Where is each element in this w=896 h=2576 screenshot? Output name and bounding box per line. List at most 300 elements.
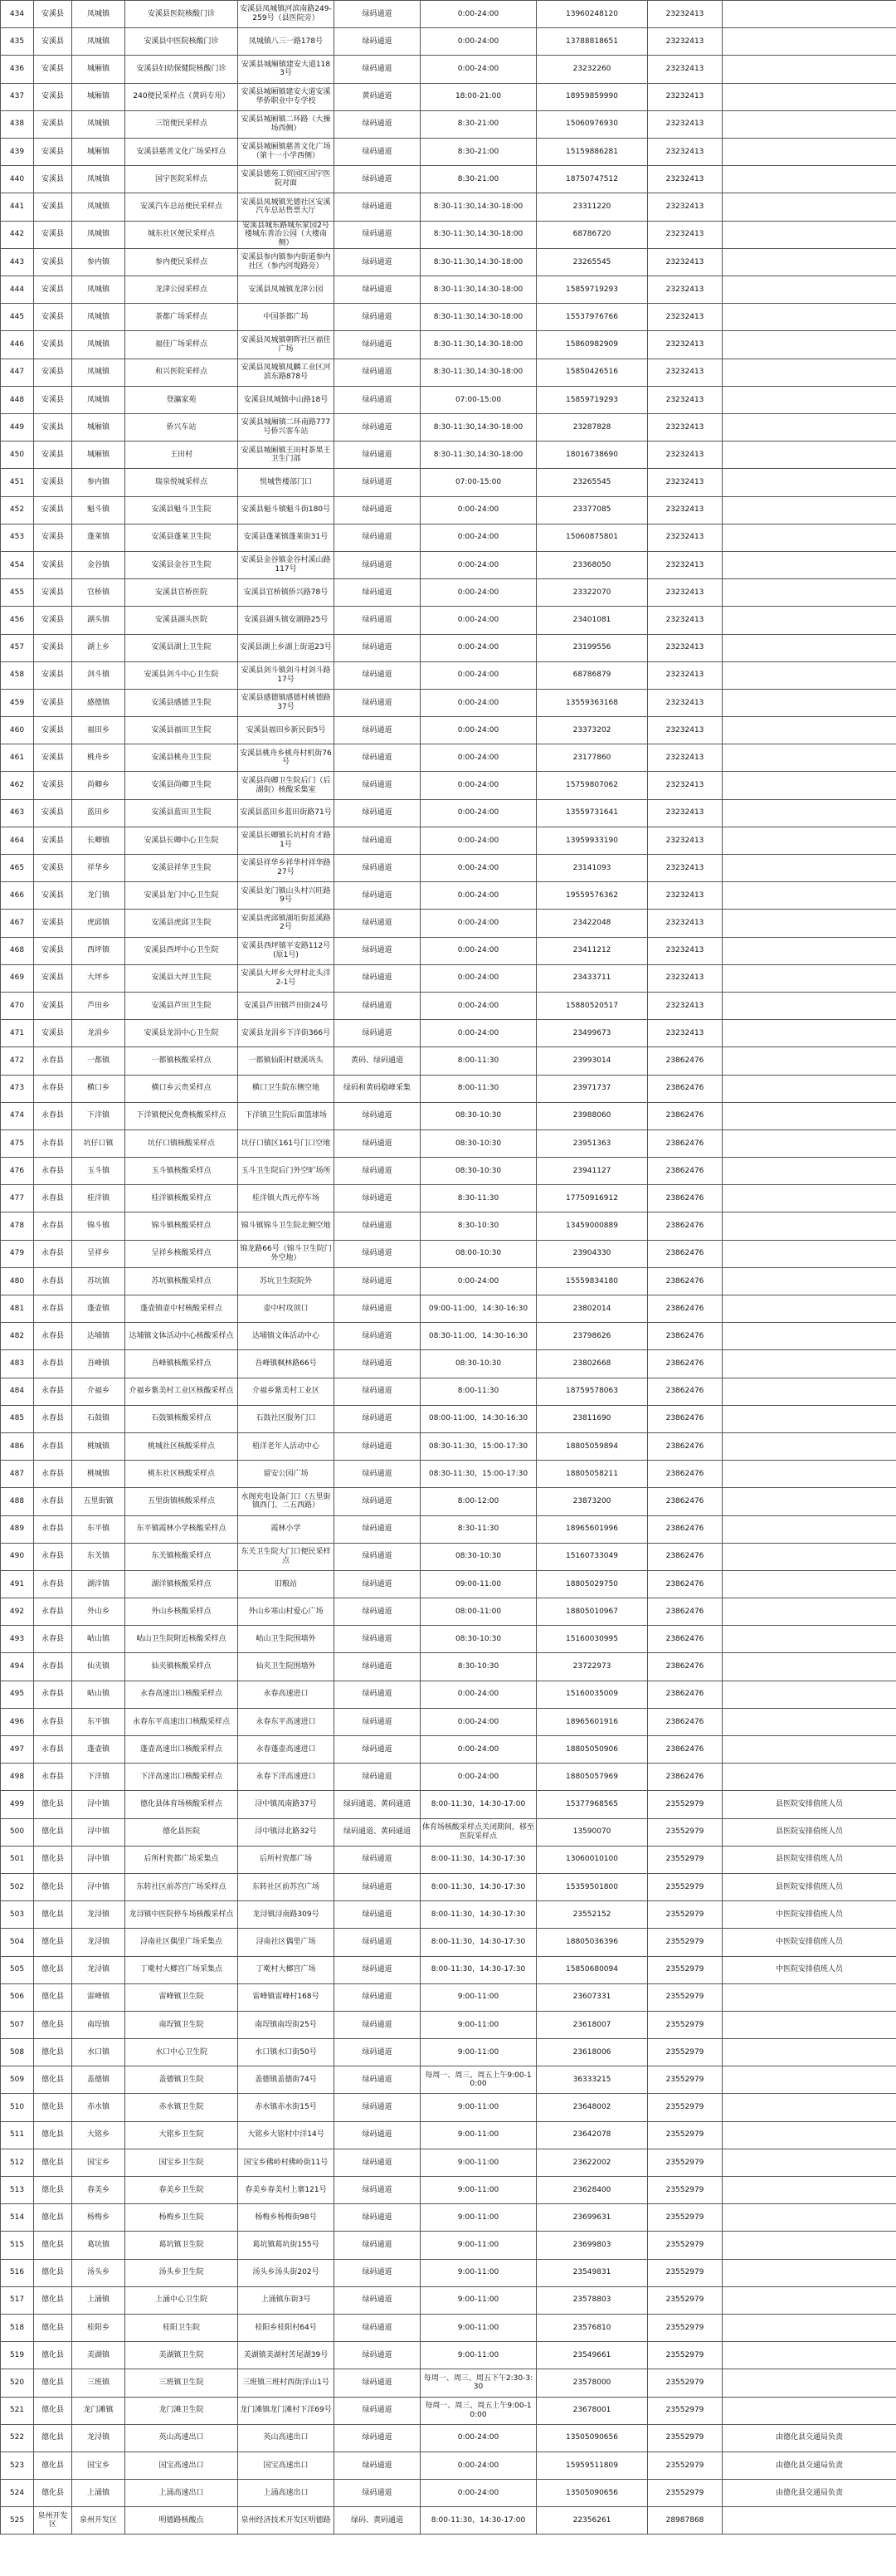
phone-cell: 18016738690 bbox=[537, 442, 648, 469]
town-cell: 杨梅乡 bbox=[72, 2204, 125, 2232]
hotline-cell: 23232413 bbox=[648, 193, 723, 221]
hotline-cell: 23232413 bbox=[648, 1020, 723, 1047]
hotline-cell: 23862476 bbox=[648, 1461, 723, 1488]
county-cell: 德化县 bbox=[34, 1983, 72, 2011]
channel-cell: 绿码通道 bbox=[334, 2397, 421, 2424]
site-name-cell: 下洋镇便民免费核酸采样点 bbox=[125, 1102, 238, 1129]
site-name-cell: 国宇医院采样点 bbox=[125, 166, 238, 193]
county-cell: 安溪县 bbox=[34, 221, 72, 248]
address-cell: 雷峰镇雷峰村168号 bbox=[238, 1983, 334, 2011]
phone-cell: 23628400 bbox=[537, 2177, 648, 2204]
table-row bbox=[1, 2232, 896, 2259]
channel-cell: 绿码通道、黄码通道 bbox=[334, 1791, 421, 1818]
table-row bbox=[1, 2452, 896, 2479]
site-name-cell: 福佳广场采样点 bbox=[125, 331, 238, 359]
address-cell: 安溪县西坪镇平安路112号(原1号) bbox=[238, 937, 334, 964]
channel-cell: 绿码通道 bbox=[334, 2121, 421, 2149]
county-cell: 安溪县 bbox=[34, 855, 72, 882]
table-row bbox=[1, 414, 896, 442]
phone-cell: 15537976766 bbox=[537, 304, 648, 331]
site-name-cell: 永春高速出口核酸采样点 bbox=[125, 1681, 238, 1708]
remark-cell: 县医院安排值班人员 bbox=[723, 1791, 896, 1818]
hotline-cell: 23862476 bbox=[648, 1212, 723, 1240]
hotline-cell: 23862476 bbox=[648, 1764, 723, 1791]
table-row bbox=[1, 799, 896, 827]
site-name-cell: 桃东社区核酸采样点 bbox=[125, 1461, 238, 1488]
channel-cell: 绿码通道 bbox=[334, 1929, 421, 1956]
channel-cell: 绿码通道 bbox=[334, 799, 421, 827]
hours-cell: 9:00-11:00 bbox=[421, 2177, 537, 2204]
town-cell: 湖头镇 bbox=[72, 607, 125, 634]
hours-cell: 8:00-11:30 bbox=[421, 1075, 537, 1102]
hotline-cell: 23232413 bbox=[648, 359, 723, 386]
hours-cell: 0:00-24:00 bbox=[421, 799, 537, 827]
row-number: 499 bbox=[1, 1791, 34, 1818]
remark-cell bbox=[723, 1488, 896, 1515]
phone-cell: 23373202 bbox=[537, 717, 648, 744]
hours-cell: 0:00-24:00 bbox=[421, 607, 537, 634]
channel-cell: 绿码通道 bbox=[334, 937, 421, 964]
county-cell: 德化县 bbox=[34, 1929, 72, 1956]
channel-cell: 绿码通道 bbox=[334, 717, 421, 744]
channel-cell: 绿码通道 bbox=[334, 1378, 421, 1405]
site-name-cell: 安溪县龙门中心卫生院 bbox=[125, 882, 238, 910]
table-row bbox=[1, 1901, 896, 1929]
remark-cell bbox=[723, 276, 896, 304]
hotline-cell: 23232413 bbox=[648, 496, 723, 524]
site-name-cell: 德化县医院 bbox=[125, 1818, 238, 1846]
hours-cell: 0:00-24:00 bbox=[421, 496, 537, 524]
site-name-cell: 上涌中心卫生院 bbox=[125, 2286, 238, 2314]
county-cell: 安溪县 bbox=[34, 717, 72, 744]
hours-cell: 9:00-11:00 bbox=[421, 2204, 537, 2232]
channel-cell: 黄码、绿码通道 bbox=[334, 1047, 421, 1075]
row-number: 449 bbox=[1, 414, 34, 442]
site-name-cell: 安溪县湖上卫生院 bbox=[125, 634, 238, 661]
address-cell: 永春蓬壶高速进口 bbox=[238, 1736, 334, 1764]
table-row bbox=[1, 386, 896, 413]
hours-cell: 每周一、周三、周五下午2:30-3:30 bbox=[421, 2369, 537, 2397]
hotline-cell: 23232413 bbox=[648, 717, 723, 744]
town-cell: 水口镇 bbox=[72, 2039, 125, 2066]
row-number: 477 bbox=[1, 1185, 34, 1212]
county-cell: 永春县 bbox=[34, 1267, 72, 1295]
address-cell: 杨梅乡杨梅街98号 bbox=[238, 2204, 334, 2232]
site-name-cell: 后所村瓷都广场采集点 bbox=[125, 1846, 238, 1873]
channel-cell: 绿码通道 bbox=[334, 1295, 421, 1323]
site-name-cell: 坑仔口镇核酸采样点 bbox=[125, 1129, 238, 1157]
row-number: 514 bbox=[1, 2204, 34, 2232]
town-cell: 五里街镇 bbox=[72, 1488, 125, 1515]
hotline-cell: 23862476 bbox=[648, 1488, 723, 1515]
phone-cell: 23411212 bbox=[537, 937, 648, 964]
address-cell: 安溪县芦田镇芦田街24号 bbox=[238, 992, 334, 1019]
channel-cell: 绿码通道 bbox=[334, 1267, 421, 1295]
remark-cell bbox=[723, 359, 896, 386]
phone-cell: 23578000 bbox=[537, 2369, 648, 2397]
table-row bbox=[1, 882, 896, 910]
channel-cell: 绿码通道 bbox=[334, 1488, 421, 1515]
table-row bbox=[1, 28, 896, 56]
phone-cell: 18805050906 bbox=[537, 1736, 648, 1764]
channel-cell: 绿码通道 bbox=[334, 827, 421, 854]
row-number: 463 bbox=[1, 799, 34, 827]
row-number: 465 bbox=[1, 855, 34, 882]
channel-cell: 绿码通道 bbox=[334, 2204, 421, 2232]
site-name-cell: 桃城社区核酸采样点 bbox=[125, 1432, 238, 1460]
phone-cell: 23401081 bbox=[537, 607, 648, 634]
site-name-cell: 东关镇核酸采样点 bbox=[125, 1543, 238, 1570]
channel-cell: 绿码通道 bbox=[334, 607, 421, 634]
town-cell: 泉州开发区 bbox=[72, 2507, 125, 2535]
row-number: 520 bbox=[1, 2369, 34, 2397]
channel-cell: 绿码通道 bbox=[334, 248, 421, 276]
hotline-cell: 23232413 bbox=[648, 772, 723, 799]
remark-cell bbox=[723, 661, 896, 689]
hotline-cell: 23862476 bbox=[648, 1047, 723, 1075]
address-cell: 安溪县城厢镇建安大道1183号 bbox=[238, 56, 334, 83]
county-cell: 安溪县 bbox=[34, 359, 72, 386]
site-name-cell: 安溪县魁斗卫生院 bbox=[125, 496, 238, 524]
row-number: 462 bbox=[1, 772, 34, 799]
channel-cell: 绿码通道 bbox=[334, 2314, 421, 2341]
town-cell: 吾峰镇 bbox=[72, 1350, 125, 1378]
row-number: 484 bbox=[1, 1378, 34, 1405]
phone-cell: 23642078 bbox=[537, 2121, 648, 2149]
hours-cell: 0:00-24:00 bbox=[421, 772, 537, 799]
remark-cell bbox=[723, 2507, 896, 2535]
county-cell: 安溪县 bbox=[34, 964, 72, 992]
hours-cell: 8:00-11:30 bbox=[421, 1378, 537, 1405]
address-cell: 玉斗卫生院后门外空旷场所 bbox=[238, 1158, 334, 1185]
table-row bbox=[1, 166, 896, 193]
phone-cell: 23607331 bbox=[537, 1983, 648, 2011]
remark-cell bbox=[723, 1212, 896, 1240]
channel-cell: 绿码通道 bbox=[334, 524, 421, 551]
remark-cell bbox=[723, 1653, 896, 1681]
town-cell: 官桥镇 bbox=[72, 579, 125, 607]
hours-cell: 8:30-10:30 bbox=[421, 1212, 537, 1240]
table-row bbox=[1, 2066, 896, 2094]
remark-cell bbox=[723, 2397, 896, 2424]
row-number: 451 bbox=[1, 469, 34, 496]
hotline-cell: 23232413 bbox=[648, 799, 723, 827]
hotline-cell: 23552979 bbox=[648, 2149, 723, 2176]
address-cell: 安溪县金谷镇金谷村溪山路117号 bbox=[238, 551, 334, 578]
town-cell: 龙浔镇 bbox=[72, 1956, 125, 1983]
address-cell: 悦城售楼部门口 bbox=[238, 469, 334, 496]
site-name-cell: 龙门滩卫生院 bbox=[125, 2397, 238, 2424]
row-number: 448 bbox=[1, 386, 34, 413]
channel-cell: 绿码通道 bbox=[334, 634, 421, 661]
phone-cell: 15377968565 bbox=[537, 1791, 648, 1818]
town-cell: 龙浔镇 bbox=[72, 1901, 125, 1929]
county-cell: 永春县 bbox=[34, 1212, 72, 1240]
remark-cell bbox=[723, 56, 896, 83]
phone-cell: 23951363 bbox=[537, 1129, 648, 1157]
phone-cell: 15880520517 bbox=[537, 992, 648, 1019]
hotline-cell: 23552979 bbox=[648, 1791, 723, 1818]
site-name-cell: 龙津公园采样点 bbox=[125, 276, 238, 304]
row-number: 498 bbox=[1, 1764, 34, 1791]
town-cell: 仙夹镇 bbox=[72, 1653, 125, 1681]
address-cell: 安溪县湖头镇安湖路25号 bbox=[238, 607, 334, 634]
table-row bbox=[1, 83, 896, 110]
address-cell: 安溪县虎邱镇湖坵街蓝溪路2号 bbox=[238, 910, 334, 937]
phone-cell: 23802014 bbox=[537, 1295, 648, 1323]
town-cell: 尚卿乡 bbox=[72, 772, 125, 799]
phone-cell: 23618006 bbox=[537, 2039, 648, 2066]
town-cell: 凤城镇 bbox=[72, 386, 125, 413]
table-row bbox=[1, 992, 896, 1019]
channel-cell: 绿码通道 bbox=[334, 2039, 421, 2066]
table-row bbox=[1, 772, 896, 799]
town-cell: 凤城镇 bbox=[72, 193, 125, 221]
row-number: 483 bbox=[1, 1350, 34, 1378]
remark-cell bbox=[723, 579, 896, 607]
channel-cell: 绿码通道 bbox=[334, 1020, 421, 1047]
table-row bbox=[1, 2369, 896, 2397]
row-number: 510 bbox=[1, 2094, 34, 2121]
hotline-cell: 23862476 bbox=[648, 1515, 723, 1543]
channel-cell: 绿码通道 bbox=[334, 2011, 421, 2038]
site-name-cell: 春美乡卫生院 bbox=[125, 2177, 238, 2204]
town-cell: 大铭乡 bbox=[72, 2121, 125, 2149]
address-cell: 安溪县城东路城东家园2号楼城东善治公园（大楼南侧） bbox=[238, 221, 334, 248]
row-number: 434 bbox=[1, 1, 34, 28]
county-cell: 德化县 bbox=[34, 2177, 72, 2204]
phone-cell: 23576810 bbox=[537, 2314, 648, 2341]
site-name-cell: 横口乡云贵采样点 bbox=[125, 1075, 238, 1102]
hotline-cell: 23862476 bbox=[648, 1432, 723, 1460]
table-row bbox=[1, 2177, 896, 2204]
county-cell: 德化县 bbox=[34, 2204, 72, 2232]
table-row bbox=[1, 607, 896, 634]
site-name-cell: 浔南社区偶里广场采集点 bbox=[125, 1929, 238, 1956]
hours-cell: 08:30-10:30 bbox=[421, 1129, 537, 1157]
town-cell: 桂洋镇 bbox=[72, 1185, 125, 1212]
county-cell: 德化县 bbox=[34, 2452, 72, 2479]
table-row bbox=[1, 964, 896, 992]
hours-cell: 9:00-11:00 bbox=[421, 2039, 537, 2066]
hotline-cell: 23862476 bbox=[648, 1736, 723, 1764]
channel-cell: 绿码通道 bbox=[334, 2232, 421, 2259]
channel-cell: 绿码、黄码通道 bbox=[334, 2507, 421, 2535]
site-name-cell: 安溪县妇幼保健院核酸门诊 bbox=[125, 56, 238, 83]
row-number: 513 bbox=[1, 2177, 34, 2204]
channel-cell: 绿码通道 bbox=[334, 1764, 421, 1791]
phone-cell: 23265545 bbox=[537, 469, 648, 496]
town-cell: 达埔镇 bbox=[72, 1323, 125, 1350]
row-number: 525 bbox=[1, 2507, 34, 2535]
site-name-cell: 蓬壶高速出口核酸采样点 bbox=[125, 1736, 238, 1764]
remark-cell bbox=[723, 1075, 896, 1102]
address-cell: 赤水镇赤水街15号 bbox=[238, 2094, 334, 2121]
address-cell: 国宝高速出口 bbox=[238, 2452, 334, 2479]
town-cell: 苏坑镇 bbox=[72, 1267, 125, 1295]
row-number: 497 bbox=[1, 1736, 34, 1764]
address-cell: 永春下洋高速进口 bbox=[238, 1764, 334, 1791]
hours-cell: 8:30-11:30,14:30-18:00 bbox=[421, 193, 537, 221]
phone-cell: 23678001 bbox=[537, 2397, 648, 2424]
hours-cell: 8:30-11:30,14:30-18:00 bbox=[421, 248, 537, 276]
address-cell: 春美乡春美村上寨121号 bbox=[238, 2177, 334, 2204]
table-row bbox=[1, 1, 896, 28]
site-name-cell: 永春东平高速出口核酸采样点 bbox=[125, 1708, 238, 1735]
county-cell: 永春县 bbox=[34, 1185, 72, 1212]
town-cell: 桃舟乡 bbox=[72, 744, 125, 772]
town-cell: 盖德镇 bbox=[72, 2066, 125, 2094]
site-name-cell: 安溪汽车总站便民采样点 bbox=[125, 193, 238, 221]
channel-cell: 绿码通道 bbox=[334, 1212, 421, 1240]
row-number: 521 bbox=[1, 2397, 34, 2424]
hours-cell: 0:00-24:00 bbox=[421, 2452, 537, 2479]
remark-cell bbox=[723, 1681, 896, 1708]
town-cell: 凤城镇 bbox=[72, 276, 125, 304]
town-cell: 剑斗镇 bbox=[72, 661, 125, 689]
remark-cell bbox=[723, 469, 896, 496]
hours-cell: 09:00-11:00，14:30-16:30 bbox=[421, 1295, 537, 1323]
table-row bbox=[1, 496, 896, 524]
hotline-cell: 23862476 bbox=[648, 1240, 723, 1267]
row-number: 478 bbox=[1, 1212, 34, 1240]
row-number: 519 bbox=[1, 2342, 34, 2369]
remark-cell bbox=[723, 1158, 896, 1185]
table-row bbox=[1, 1681, 896, 1708]
row-number: 491 bbox=[1, 1570, 34, 1598]
table-row bbox=[1, 56, 896, 83]
phone-cell: 23722973 bbox=[537, 1653, 648, 1681]
address-cell: 锦斗镇锦斗卫生院北侧空地 bbox=[238, 1212, 334, 1240]
town-cell: 玉斗镇 bbox=[72, 1158, 125, 1185]
hotline-cell: 23862476 bbox=[648, 1295, 723, 1323]
table-row bbox=[1, 2424, 896, 2452]
address-cell: 龙浔镇浔南路309号 bbox=[238, 1901, 334, 1929]
phone-cell: 13590070 bbox=[537, 1818, 648, 1846]
row-number: 489 bbox=[1, 1515, 34, 1543]
remark-cell bbox=[723, 414, 896, 442]
county-cell: 安溪县 bbox=[34, 414, 72, 442]
row-number: 504 bbox=[1, 1929, 34, 1956]
remark-cell bbox=[723, 2232, 896, 2259]
hours-cell: 0:00-24:00 bbox=[421, 964, 537, 992]
county-cell: 永春县 bbox=[34, 1681, 72, 1708]
row-number: 515 bbox=[1, 2232, 34, 2259]
channel-cell: 绿码通道 bbox=[334, 1350, 421, 1378]
table-row bbox=[1, 469, 896, 496]
hotline-cell: 23232413 bbox=[648, 221, 723, 248]
channel-cell: 绿码通道 bbox=[334, 2424, 421, 2452]
hotline-cell: 23862476 bbox=[648, 1543, 723, 1570]
town-cell: 石鼓镇 bbox=[72, 1405, 125, 1432]
address-cell: 水阁充电设备门口（五里街镇西门、二五西路） bbox=[238, 1488, 334, 1515]
address-cell: 永春东平高速进口 bbox=[238, 1708, 334, 1735]
address-cell: 留安公园广场 bbox=[238, 1461, 334, 1488]
county-cell: 永春县 bbox=[34, 1158, 72, 1185]
county-cell: 德化县 bbox=[34, 2314, 72, 2341]
site-name-cell: 五里街镇核酸采样点 bbox=[125, 1488, 238, 1515]
address-cell: 浔南社区偶里广场 bbox=[238, 1929, 334, 1956]
address-cell: 大铭乡大铭村中洋14号 bbox=[238, 2121, 334, 2149]
hours-cell: 8:30-21:00 bbox=[421, 138, 537, 165]
address-cell: 横口卫生院东侧空地 bbox=[238, 1075, 334, 1102]
remark-cell bbox=[723, 248, 896, 276]
channel-cell: 绿码通道 bbox=[334, 1846, 421, 1873]
channel-cell: 绿码通道 bbox=[334, 2286, 421, 2314]
address-cell: 葛坑镇葛坑街155号 bbox=[238, 2232, 334, 2259]
table-row bbox=[1, 1873, 896, 1900]
hotline-cell: 23232413 bbox=[648, 910, 723, 937]
channel-cell: 绿码通道 bbox=[334, 910, 421, 937]
county-cell: 永春县 bbox=[34, 1405, 72, 1432]
hours-cell: 18:00-21:00 bbox=[421, 83, 537, 110]
hours-cell: 0:00-24:00 bbox=[421, 744, 537, 772]
hours-cell: 8:30-11:30,14:30-18:00 bbox=[421, 221, 537, 248]
county-cell: 永春县 bbox=[34, 1736, 72, 1764]
town-cell: 桂阳乡 bbox=[72, 2314, 125, 2341]
table-row bbox=[1, 1983, 896, 2011]
row-number: 439 bbox=[1, 138, 34, 165]
row-number: 485 bbox=[1, 1405, 34, 1432]
county-cell: 安溪县 bbox=[34, 882, 72, 910]
address-cell: 上涌高速出口 bbox=[238, 2480, 334, 2507]
row-number: 469 bbox=[1, 964, 34, 992]
site-name-cell: 雷峰镇卫生院 bbox=[125, 1983, 238, 2011]
row-number: 476 bbox=[1, 1158, 34, 1185]
site-name-cell: 安溪县蓝田卫生院 bbox=[125, 799, 238, 827]
hours-cell: 08:00-10:30 bbox=[421, 1240, 537, 1267]
hours-cell: 07:00-15:00 bbox=[421, 469, 537, 496]
hours-cell: 0:00-24:00 bbox=[421, 937, 537, 964]
address-cell: 安溪县凤城镇凤麟工业区河滨东路878号 bbox=[238, 359, 334, 386]
site-name-cell: 苏坑镇核酸采样点 bbox=[125, 1267, 238, 1295]
town-cell: 国宝乡 bbox=[72, 2452, 125, 2479]
county-cell: 德化县 bbox=[34, 2232, 72, 2259]
table-row bbox=[1, 2342, 896, 2369]
remark-cell bbox=[723, 1102, 896, 1129]
remark-cell bbox=[723, 717, 896, 744]
phone-cell: 23699803 bbox=[537, 2232, 648, 2259]
site-name-cell: 国宝高速出口 bbox=[125, 2452, 238, 2479]
address-cell: 安溪县感德镇感德村桃德路37号 bbox=[238, 689, 334, 716]
hotline-cell: 23232413 bbox=[648, 386, 723, 413]
site-name-cell: 安溪县桃舟卫生院 bbox=[125, 744, 238, 772]
hours-cell: 8:30-10:30 bbox=[421, 1653, 537, 1681]
address-cell: 安溪县龙门镇山头村兴旺路9号 bbox=[238, 882, 334, 910]
table-row bbox=[1, 910, 896, 937]
site-name-cell: 安溪县蓬莱卫生院 bbox=[125, 524, 238, 551]
county-cell: 安溪县 bbox=[34, 937, 72, 964]
table-row bbox=[1, 1929, 896, 1956]
row-number: 501 bbox=[1, 1846, 34, 1873]
row-number: 444 bbox=[1, 276, 34, 304]
address-cell: 石鼓社区服务门口 bbox=[238, 1405, 334, 1432]
hours-cell: 08:30-10:30 bbox=[421, 1158, 537, 1185]
address-cell: 凤城镇八三一路178号 bbox=[238, 28, 334, 56]
site-name-cell: 安溪县官桥医院 bbox=[125, 579, 238, 607]
hours-cell: 0:00-24:00 bbox=[421, 28, 537, 56]
phone-cell: 23311220 bbox=[537, 193, 648, 221]
hours-cell: 07:00-15:00 bbox=[421, 386, 537, 413]
town-cell: 上涌镇 bbox=[72, 2286, 125, 2314]
hours-cell: 每周一、周三、周五上午9:00-10:00 bbox=[421, 2066, 537, 2094]
hours-cell: 0:00-24:00 bbox=[421, 524, 537, 551]
remark-cell bbox=[723, 827, 896, 854]
county-cell: 永春县 bbox=[34, 1598, 72, 1626]
town-cell: 葛坑镇 bbox=[72, 2232, 125, 2259]
phone-cell: 23941127 bbox=[537, 1158, 648, 1185]
hotline-cell: 23232413 bbox=[648, 524, 723, 551]
